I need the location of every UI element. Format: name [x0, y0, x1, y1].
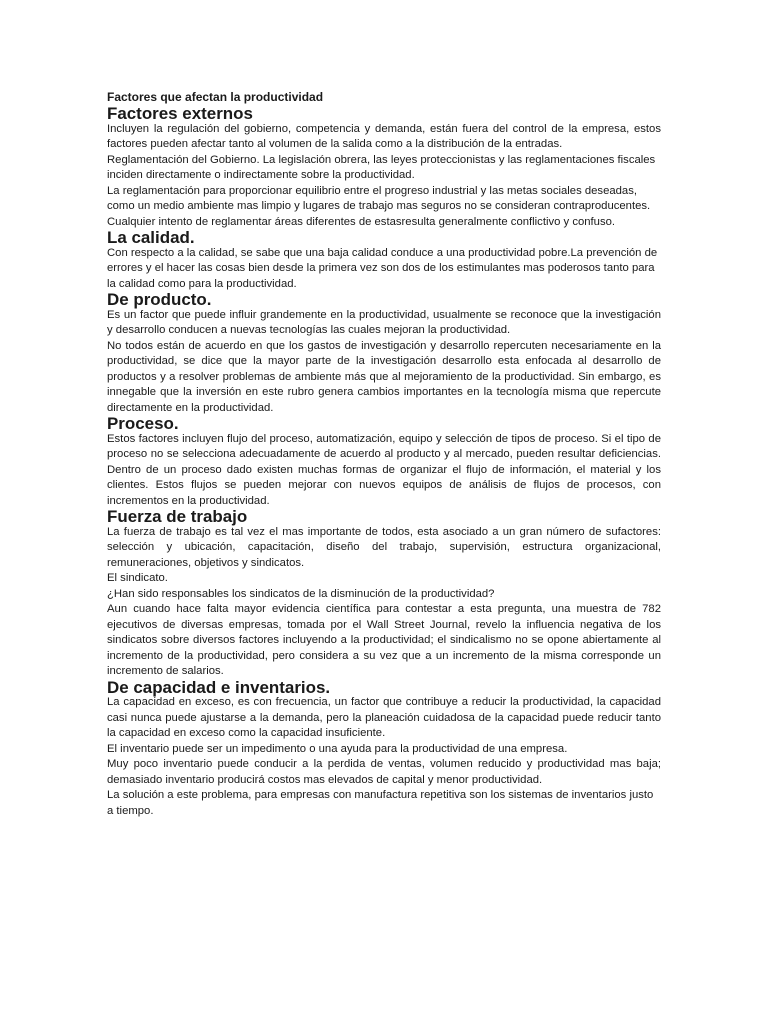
section-heading-de-producto: De producto. [107, 290, 212, 309]
paragraph: La solución a este problema, para empresas con manufactura repetitiva son los sistemas de inventarios justo a tiempo. [107, 789, 654, 817]
section-heading-factores-externos: Factores externos [107, 104, 253, 123]
paragraph: La capacidad en exceso, es con frecuencia, un factor que contribuye a reducir la productividad, la capacidad casi nunca puede ajustarse a la demanda, pero la planeación cuidadosa de la capacidad puede reducir tanto la capacidad en exceso como la capacidad insuficiente. [107, 696, 661, 739]
paragraph: ¿Han sido responsables los sindicatos de la disminución de la productividad? [107, 587, 495, 600]
paragraph: La fuerza de trabajo es tal vez el mas importante de todos, esta asociado a un gran número de sufactores: selección y ubicación, capacitación, diseño del trabajo, supervisión, estructura organizacional, remuneraciones, objetivos y sindicatos. [107, 525, 661, 569]
paragraph: La reglamentación para proporcionar equilibrio entre el progreso industrial y las metas sociales deseadas, como un medio ambiente mas limpio y lugares de trabajo mas seguros no se consideran contraproducentes. Cualquier intento de reglamentar áreas diferentes de estasresulta generalmente conflictivo y confuso. [107, 184, 651, 228]
section-heading-de-capacidad-e-inventarios: De capacidad e inventarios. [107, 677, 331, 697]
paragraph: Es un factor que puede influir grandemente en la productividad, usualmente se reconoce que la investigación y desarrollo conducen a nuevas tecnologías las cuales mejoran la productividad. [107, 308, 661, 336]
document-page [107, 89, 661, 819]
paragraph: El sindicato. [107, 572, 168, 584]
paragraph: Reglamentación del Gobierno. La legislación obrera, las leyes proteccionistas y las reglamentaciones fiscales inciden directamente o indirectamente sobre la productividad. [107, 153, 656, 181]
section-heading-proceso: Proceso. [107, 414, 179, 433]
paragraph: Aun cuando hace falta mayor evidencia científica para contestar a esta pregunta, una muestra de 782 ejecutivos de diversas empresas, tomada por el Wall Street Journal, revelo la influencia negativa de los sindicatos sobre diversos factores incluyendo a la productividad; el sindicalismo no se opone abiertamente al incremento de la productividad, pero considera a su vez que a un incremento de la misma corresponde un incremento de salarios. [107, 603, 661, 677]
paragraph: Muy poco inventario puede conducir a la perdida de ventas, volumen reducido y productividad mas baja; demasiado inventario producirá costos mas elevados de capital y menor productividad. [107, 758, 661, 786]
document-title: Factores que afectan la productividad [107, 90, 324, 104]
section-heading-fuerza-de-trabajo: Fuerza de trabajo [107, 507, 248, 526]
paragraph: No todos están de acuerdo en que los gastos de investigación y desarrollo repercuten necesariamente en la productividad, se dice que la mayor parte de la investigación desarrollo esta enfocada al desarrollo de productos y a resolver problemas de ambiente más que al mejoramiento de la productividad. Sin embargo, es innegable que la inversión en este rubro genera cambios importantes en la tecnología misma que repercute directamente en la productividad. [107, 339, 661, 414]
paragraph: El inventario puede ser un impedimento o una ayuda para la productividad de una empresa. [107, 742, 568, 755]
paragraph: Estos factores incluyen flujo del proceso, automatización, equipo y selección de tipos de proceso. Si el tipo de proceso no se selecciona adecuadamente de acuerdo al producto y al mercado, pueden resultar deficiencias. Dentro de un proceso dado existen muchas formas de organizar el flujo de información, el material y los clientes. Estos flujos se pueden mejorar con nuevos equipos de análisis de flujos de procesos, con incrementos en la productividad. [107, 432, 661, 507]
section-heading-la-calidad: La calidad. [107, 228, 195, 247]
paragraph: Incluyen la regulación del gobierno, competencia y demanda, están fuera del control de la empresa, estos factores pueden afectar tanto al volumen de la salida como a la distribución de la entradas. [107, 122, 661, 150]
paragraph: Con respecto a la calidad, se sabe que una baja calidad conduce a una productividad pobre.La prevención de errores y el hacer las cosas bien desde la primera vez son dos de los estimulantes mas poderosos tanto para la calidad como para la productividad. [107, 246, 658, 290]
